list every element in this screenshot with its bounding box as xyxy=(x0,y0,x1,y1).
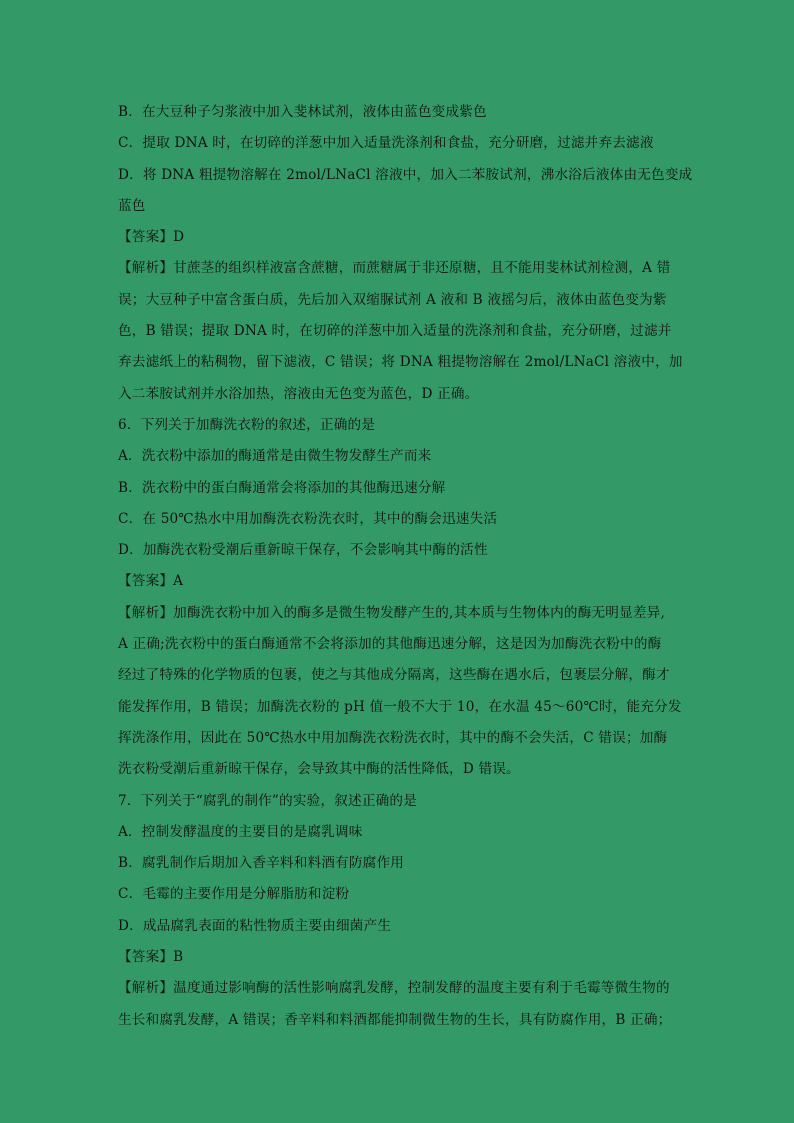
option-line: B．腐乳制作后期加入香辛料和料酒有防腐作用 xyxy=(118,855,405,872)
analysis-line: 挥洗涤作用，因此在 50℃热水中用加酶洗衣粉洗衣时，其中的酶不会失活，C 错误；加酶 xyxy=(118,729,668,746)
analysis-line: 【解析】加酶洗衣粉中加入的酶多是微生物发酵产生的,其本质与生物体内的酶无明显差异, xyxy=(118,604,665,621)
option-line: 蓝色 xyxy=(118,197,146,214)
option-line: B．洗衣粉中的蛋白酶通常会将添加的其他酶迅速分解 xyxy=(118,479,446,496)
analysis-line: 误；大豆种子中富含蛋白质，先后加入双缩脲试剂 A 液和 B 液摇匀后，液体由蓝色变为紫 xyxy=(118,291,667,308)
option-line: A．洗衣粉中添加的酶通常是由微生物发酵生产而来 xyxy=(118,448,432,465)
analysis-line: 【解析】甘蔗茎的组织样液富含蔗糖，而蔗糖属于非还原糖，且不能用斐林试剂检测，A 错 xyxy=(118,260,671,277)
answer-line: 【答案】A xyxy=(118,573,184,590)
analysis-line: 生长和腐乳发酵，A 错误；香辛料和料酒都能抑制微生物的生长，具有防腐作用，B 正确； xyxy=(118,1011,672,1028)
option-line: C．毛霉的主要作用是分解脂肪和淀粉 xyxy=(118,886,350,903)
option-line: A．控制发酵温度的主要目的是腐乳调味 xyxy=(118,823,363,840)
analysis-line: 入二苯胺试剂并水浴加热，溶液由无色变为蓝色，D 正确。 xyxy=(118,385,479,402)
question-line: 6．下列关于加酶洗衣粉的叙述，正确的是 xyxy=(118,416,376,433)
analysis-line: 色，B 错误；提取 DNA 时，在切碎的洋葱中加入适量的洗涤剂和食盐，充分研磨，过滤并 xyxy=(118,323,672,340)
analysis-line: A 正确;洗衣粉中的蛋白酶通常不会将添加的其他酶迅速分解，这是因为加酶洗衣粉中的酶 xyxy=(118,636,662,653)
analysis-line: 经过了特殊的化学物质的包裹，使之与其他成分隔离，这些酶在遇水后，包裹层分解，酶才 xyxy=(118,667,670,684)
option-line: D．加酶洗衣粉受潮后重新晾干保存，不会影响其中酶的活性 xyxy=(118,542,488,559)
document-body xyxy=(118,97,693,1036)
option-line: C．在 50℃热水中用加酶洗衣粉洗衣时，其中的酶会迅速失活 xyxy=(118,510,498,527)
analysis-line: 洗衣粉受潮后重新晾干保存，会导致其中酶的活性降低，D 错误。 xyxy=(118,761,520,778)
answer-line: 【答案】B xyxy=(118,949,184,966)
option-line: B．在大豆种子匀浆液中加入斐林试剂，液体由蓝色变成紫色 xyxy=(118,104,487,120)
answer-line: 【答案】D xyxy=(118,229,185,246)
analysis-line: 【解析】温度通过影响酶的活性影响腐乳发酵，控制发酵的温度主要有利于毛霉等微生物的 xyxy=(118,980,670,997)
analysis-line: 弃去滤纸上的粘稠物，留下滤液，C 错误；将 DNA 粗提物溶解在 2mol/LNaCl 溶液中，加 xyxy=(118,354,683,371)
analysis-line: 能发挥作用，B 错误；加酶洗衣粉的 pH 值一般不大于 10，在水温 45～60℃时，能充分发 xyxy=(118,698,682,715)
option-line: D．将 DNA 粗提物溶解在 2mol/LNaCl 溶液中，加入二苯胺试剂，沸水浴后液体由无色变成 xyxy=(118,166,693,183)
option-line: C．提取 DNA 时，在切碎的洋葱中加入适量洗涤剂和食盐，充分研磨，过滤并弃去滤液 xyxy=(118,135,654,152)
question-line: 7．下列关于“腐乳的制作”的实验，叙述正确的是 xyxy=(118,792,418,809)
option-line: D．成品腐乳表面的粘性物质主要由细菌产生 xyxy=(118,917,392,934)
